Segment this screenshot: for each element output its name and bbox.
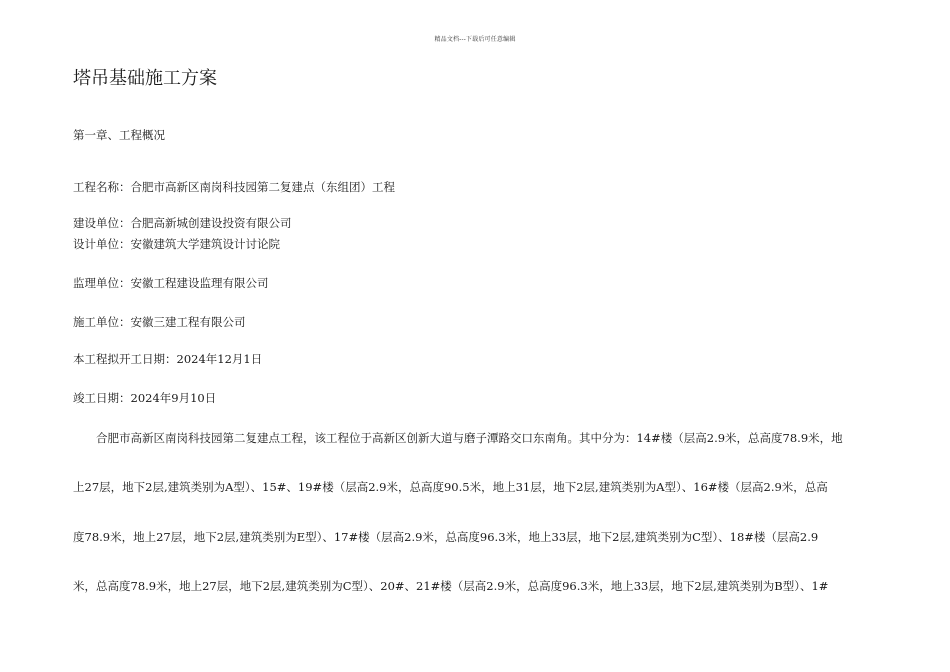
field-contractor: 施工单位：安徽三建工程有限公司: [73, 315, 246, 329]
field-completion-date: 竣工日期：2024年9月10日: [73, 391, 217, 405]
paragraph-line: 度78.9米，地上27层，地下2层,建筑类别为E型）、17#楼（层高2.9米，总高度96.3米，地上33层，地下2层,建筑类别为C型）、18#楼（层高2.9: [73, 530, 819, 544]
field-start-date: 本工程拟开工日期：2024年12月1日: [73, 352, 263, 366]
header-note: 精品文档---下载后可任意编辑: [434, 36, 516, 43]
field-construction-unit: 建设单位：合肥高新城创建设投资有限公司: [73, 216, 292, 230]
paragraph-line: 合肥市高新区南岗科技园第二复建点工程，该工程位于高新区创新大道与磨子潭路交口东南角。其中分为：14#楼（层高2.9米，总高度78.9米，地: [96, 431, 843, 445]
field-project-name: 工程名称：合肥市高新区南岗科技园第二复建点（东组团）工程: [73, 180, 395, 194]
paragraph-line: 米，总高度78.9米，地上27层，地下2层,建筑类别为C型）、20#、21#楼（层高2.9米，总高度96.3米，地上33层，地下2层,建筑类别为B型）、1#: [73, 579, 829, 593]
chapter-heading: 第一章、工程概况: [73, 128, 165, 142]
paragraph-line: 上27层，地下2层,建筑类别为A型）、15#、19#楼（层高2.9米，总高度90.5米，地上31层，地下2层,建筑类别为A型）、16#楼（层高2.9米，总高: [73, 480, 828, 494]
document-title: 塔吊基础施工方案: [73, 68, 217, 89]
field-design-unit: 设计单位：安徽建筑大学建筑设计讨论院: [73, 237, 280, 251]
field-supervision-unit: 监理单位：安徽工程建设监理有限公司: [73, 276, 269, 290]
